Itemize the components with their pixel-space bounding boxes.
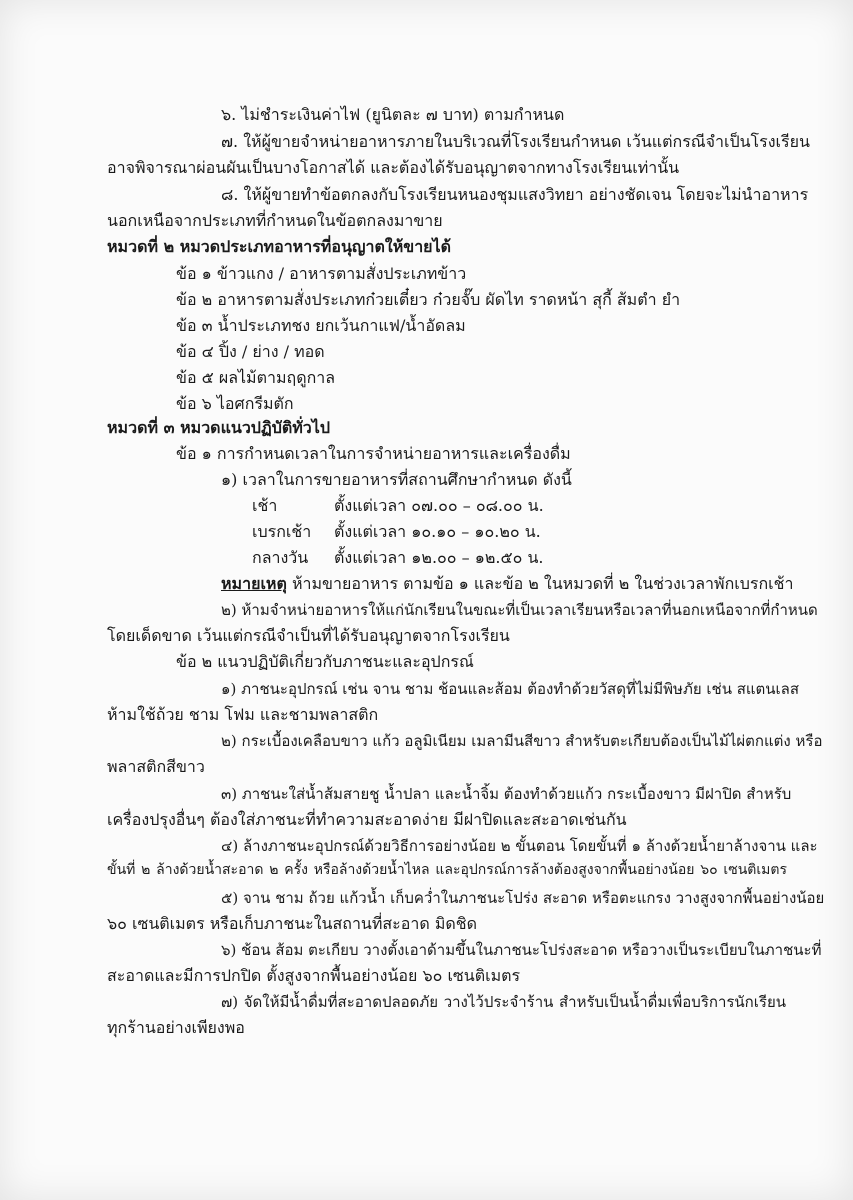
utensil-rule-1-line-2: ห้ามใช้ถ้วย ชาม โฟม และชามพลาสติก xyxy=(107,705,379,724)
time-period: เบรกเช้า xyxy=(252,522,312,541)
rule-8-line-1: ๘. ให้ผู้ขายทำข้อตกลงกับโรงเรียนหนองชุมแสงวิทยา อย่างชัดเจน โดยจะไม่นำอาหาร xyxy=(221,185,809,204)
utensil-rule-1-line-1: ๑) ภาชนะอุปกรณ์ เช่น จาน ชาม ช้อนและส้อม ต้องทำด้วยวัสดุที่ไม่มีพิษภัย เช่น สแตนเลส xyxy=(221,680,800,698)
note-text: ห้ามขายอาหาร ตามข้อ ๑ และข้อ ๒ ในหมวดที่ ๒ ในช่วงเวลาพักเบรกเช้า xyxy=(286,574,794,593)
utensil-rule-2-line-2: พลาสติกสีขาว xyxy=(107,757,205,776)
section-2-item-1: ข้อ ๑ ข้าวแกง / อาหารตามสั่งประเภทข้าว xyxy=(176,264,467,283)
section-2-item-4: ข้อ ๔ ปิ้ง / ย่าง / ทอด xyxy=(176,342,325,361)
note-line xyxy=(221,572,793,596)
section-3-item-2: ข้อ ๒ แนวปฏิบัติเกี่ยวกับภาชนะและอุปกรณ์ xyxy=(176,652,474,671)
utensil-rule-2-line-1: ๒) กระเบื้องเคลือบขาว แก้ว อลูมิเนียม เมลามีนสีขาว สำหรับตะเกียบต้องเป็นไม้ไผ่ตกแต่ง หรือ xyxy=(221,732,823,750)
time-rule-heading: ๑) เวลาในการขายอาหารที่สถานศึกษากำหนด ดังนี้ xyxy=(221,470,572,489)
time-row-break xyxy=(252,520,541,544)
section-2-item-2: ข้อ ๒ อาหารตามสั่งประเภทก๋วยเตี๋ยว ก๋วยจั๊บ ผัดไท ราดหน้า สุกี้ ส้มตำ ยำ xyxy=(176,290,681,309)
rule-7-line-2: อาจพิจารณาผ่อนผันเป็นบางโอกาสได้ และต้องได้รับอนุญาตจากทางโรงเรียนเท่านั้น xyxy=(107,158,680,177)
sell-time-rule-line-1: ๒) ห้ามจำหน่ายอาหารให้แก่นักเรียนในขณะที่เป็นเวลาเรียนหรือเวลาที่นอกเหนือจากที่กำหนด xyxy=(221,601,818,619)
time-period: กลางวัน xyxy=(252,548,309,567)
time-period: เช้า xyxy=(252,496,278,515)
section-2-heading: หมวดที่ ๒ หมวดประเภทอาหารที่อนุญาตให้ขายได้ xyxy=(107,237,451,256)
time-row-noon xyxy=(252,546,544,570)
time-range: ตั้งแต่เวลา ๑๒.๐๐ – ๑๒.๕๐ น. xyxy=(334,548,544,567)
utensil-rule-6-line-1: ๖) ช้อน ส้อม ตะเกียบ วางตั้งเอาด้ามขึ้นในภาชนะโปร่งสะอาด หรือวางเป็นระเบียบในภาชนะที่ xyxy=(221,941,822,959)
utensil-rule-7-line-2: ทุกร้านอย่างเพียงพอ xyxy=(107,1018,245,1037)
utensil-rule-3-line-2: เครื่องปรุงอื่นๆ ต้องใส่ภาชนะที่ทำความสะอาดง่าย มีฝาปิดและสะอาดเช่นกัน xyxy=(107,810,627,829)
utensil-rule-5-line-2: ๖๐ เซนติเมตร หรือเก็บภาชนะในสถานที่สะอาด มิดชิด xyxy=(107,914,478,933)
section-2-item-6: ข้อ ๖ ไอศกรีมตัก xyxy=(176,394,294,413)
utensil-rule-5-line-1: ๕) จาน ชาม ถ้วย แก้วน้ำ เก็บคว่ำในภาชนะโปร่ง สะอาด หรือตะแกรง วางสูงจากพื้นอย่างน้อย xyxy=(221,889,825,907)
sell-time-rule-line-2: โดยเด็ดขาด เว้นแต่กรณีจำเป็นที่ได้รับอนุญาตจากโรงเรียน xyxy=(107,626,510,645)
time-range: ตั้งแต่เวลา ๑๐.๑๐ – ๑๐.๒๐ น. xyxy=(334,522,541,541)
utensil-rule-4-line-1: ๔) ล้างภาชนะอุปกรณ์ด้วยวิธีการอย่างน้อย ๒ ขั้นตอน โดยขั้นที่ ๑ ล้างด้วยน้ำยาล้างจาน และ xyxy=(221,837,818,855)
utensil-rule-4-line-2: ขั้นที่ ๒ ล้างด้วยน้ำสะอาด ๒ ครั้ง หรือล้างด้วยน้ำไหล และอุปกรณ์การล้างต้องสูงจากพื้นอย่างน้อย ๖๐ เซนติเมตร xyxy=(107,862,787,878)
utensil-rule-7-line-1: ๗) จัดให้มีน้ำดื่มที่สะอาดปลอดภัย วางไว้ประจำร้าน สำหรับเป็นน้ำดื่มเพื่อบริการนักเรียน xyxy=(221,993,786,1011)
note-label: หมายเหตุ xyxy=(221,574,287,593)
section-3-item-1: ข้อ ๑ การกำหนดเวลาในการจำหน่ายอาหารและเครื่องดื่ม xyxy=(176,444,571,463)
section-2-item-3: ข้อ ๓ น้ำประเภทชง ยกเว้นกาแฟ/น้ำอัดลม xyxy=(176,316,466,335)
section-3-heading: หมวดที่ ๓ หมวดแนวปฏิบัติทั่วไป xyxy=(107,418,330,437)
rule-6: ๖. ไม่ชำระเงินค่าไฟ (ยูนิตละ ๗ บาท) ตามกำหนด xyxy=(221,105,565,124)
utensil-rule-6-line-2: สะอาดและมีการปกปิด ตั้งสูงจากพื้นอย่างน้อย ๖๐ เซนติเมตร xyxy=(107,966,521,985)
time-row-morning xyxy=(252,494,544,518)
utensil-rule-3-line-1: ๓) ภาชนะใส่น้ำส้มสายชู น้ำปลา และน้ำจิ้ม ต้องทำด้วยแก้ว กระเบื้องขาว มีฝาปิด สำหรับ xyxy=(221,785,792,803)
section-2-item-5: ข้อ ๕ ผลไม้ตามฤดูกาล xyxy=(176,368,336,387)
rule-7-line-1: ๗. ให้ผู้ขายจำหน่ายอาหารภายในบริเวณที่โรงเรียนกำหนด เว้นแต่กรณีจำเป็นโรงเรียน xyxy=(221,132,810,151)
rule-8-line-2: นอกเหนือจากประเภทที่กำหนดในข้อตกลงมาขาย xyxy=(107,211,443,230)
time-range: ตั้งแต่เวลา ๐๗.๐๐ – ๐๘.๐๐ น. xyxy=(334,496,544,515)
